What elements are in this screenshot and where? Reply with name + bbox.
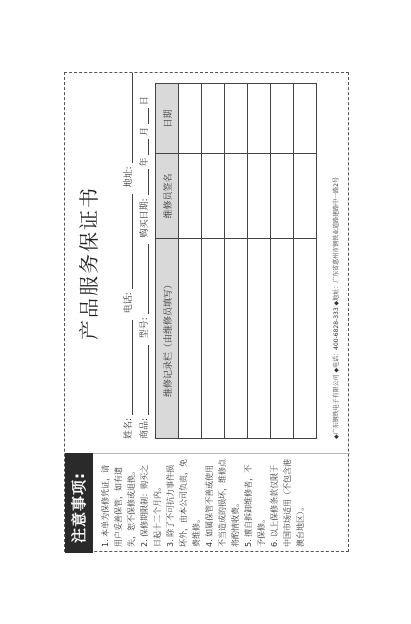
company-footer: ◆广东钢铁电子有限公司 ◆电话：400-6828-333 ◆地址：广东省惠州市钢铁业道路建路中一路2号 (333, 177, 340, 439)
record-cell[interactable] (271, 239, 294, 439)
record-cell[interactable] (294, 239, 317, 439)
table-header-row (156, 84, 179, 439)
record-cell[interactable] (225, 239, 248, 439)
address-field[interactable] (122, 73, 133, 163)
model-label: 型号: (140, 317, 150, 339)
date-cell[interactable] (225, 84, 248, 154)
notice-item: 2. 保修期限制：购买之日起十二个月内。 (140, 464, 162, 547)
address-label: 地址: (124, 166, 134, 188)
date-cell[interactable] (179, 84, 202, 154)
notice-item: 6. 以上保修条款仅限于中国市场适用（不包含港澳台地区）。 (270, 459, 305, 547)
table-row (225, 84, 248, 439)
table-row (179, 84, 202, 439)
product-label: 商品: (140, 417, 150, 439)
technician-cell[interactable] (179, 154, 202, 239)
month-label: 月 (140, 126, 150, 136)
warranty-card-content (65, 73, 350, 553)
technician-cell[interactable] (225, 154, 248, 239)
column-header-technician: 维修员签名 (156, 154, 179, 239)
notice-item: 3. 除了不可抗力事件损坏外，由本公司负责，免费维修。 (166, 459, 201, 547)
purchase-date-label: 购买日期: (140, 198, 150, 238)
notice-item: 4. 如属保管不善或使用不当造成的损坏，维修点将酌情收费。 (205, 459, 240, 547)
notice-panel (65, 453, 350, 553)
record-cell[interactable] (202, 239, 225, 439)
notice-item: 1. 本单为保修凭证，请用户妥善保管，如有遗失，恕不保修或退换。 (101, 464, 136, 547)
product-info-row (137, 84, 150, 439)
page-title: 产品服务保证书 (77, 186, 101, 340)
day-label: 日 (140, 96, 150, 106)
table-row (248, 84, 271, 439)
technician-cell[interactable] (202, 154, 225, 239)
phone-label: 电话: (124, 292, 134, 314)
date-cell[interactable] (294, 84, 317, 154)
table-body (179, 84, 317, 439)
phone-field[interactable] (122, 194, 133, 289)
year-label: 年 (140, 157, 150, 167)
table-row (202, 84, 225, 439)
technician-cell[interactable] (271, 154, 294, 239)
warranty-card (64, 72, 349, 552)
column-header-record: 维修记录栏（由维修员填写） (156, 239, 179, 439)
technician-cell[interactable] (294, 154, 317, 239)
name-field[interactable] (122, 320, 133, 415)
table-row (294, 84, 317, 439)
technician-cell[interactable] (248, 154, 271, 239)
date-cell[interactable] (248, 84, 271, 154)
notice-title: 注意事项: (65, 453, 93, 553)
date-cell[interactable] (271, 84, 294, 154)
record-cell[interactable] (248, 239, 271, 439)
customer-info-row (121, 84, 134, 439)
record-cell[interactable] (179, 239, 202, 439)
table-row (271, 84, 294, 439)
name-label: 姓名: (124, 417, 134, 439)
notice-list (99, 457, 307, 547)
model-field[interactable] (138, 244, 149, 314)
notice-item: 5. 擅自拆卸维修者，不予保修。 (244, 464, 266, 547)
date-cell[interactable] (202, 84, 225, 154)
repair-record-table (155, 83, 317, 439)
month-field[interactable] (138, 139, 149, 155)
day-field[interactable] (138, 108, 149, 124)
warranty-main (65, 73, 350, 453)
year-field[interactable] (138, 169, 149, 195)
column-header-date: 日期 (156, 84, 179, 154)
product-field[interactable] (138, 345, 149, 415)
